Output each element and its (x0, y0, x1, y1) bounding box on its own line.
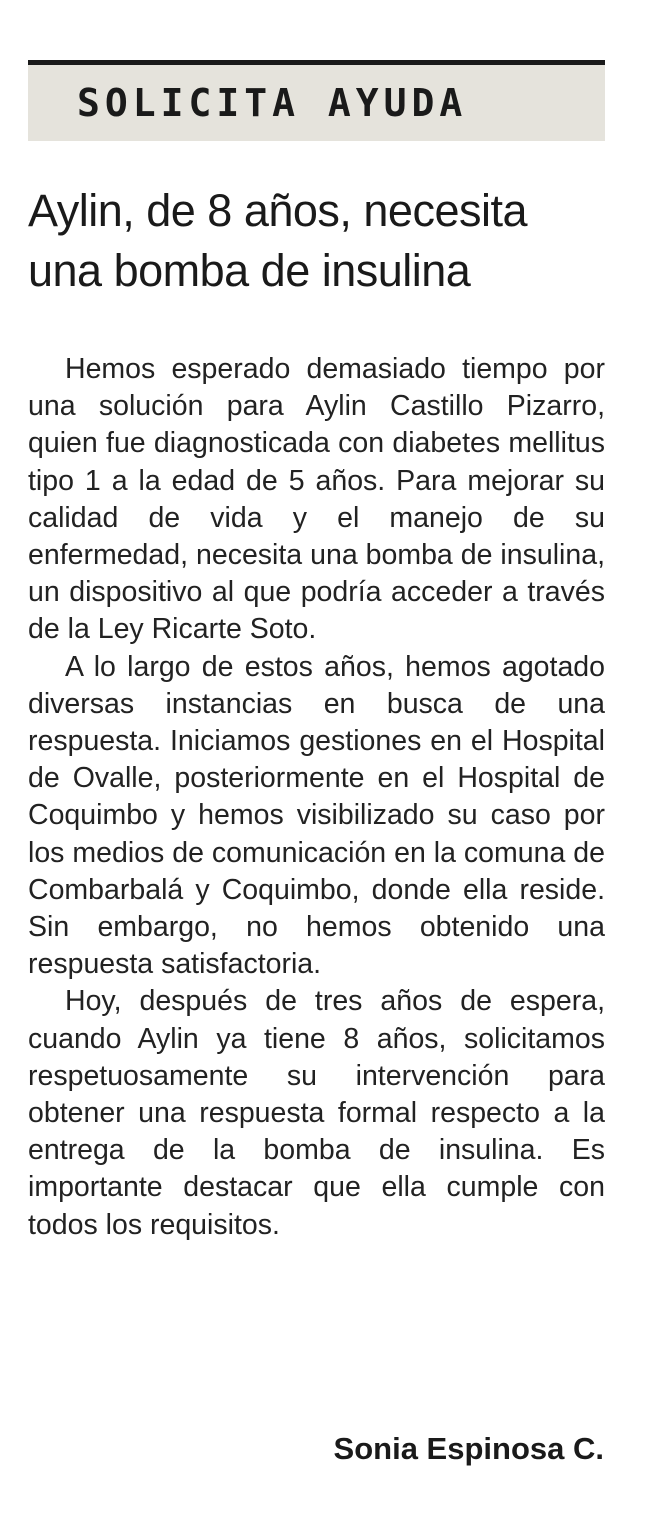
section-header-bar (28, 65, 605, 141)
signature: Sonia Espinosa C. (333, 1431, 604, 1466)
body-paragraph-1: Hemos esperado demasiado tiempo por una solución para Aylin Castillo Pizarro, quien fue diagnosticada con diabetes mellitus tipo 1 a la edad de 5 años. Para mejorar su calidad de vida y el manejo de su enfermedad, necesita una bomba de insulina, un dispositivo al que podría acceder a través de la Ley Ricarte Soto. (28, 353, 605, 646)
headline (28, 181, 605, 301)
letter-body (28, 351, 605, 1244)
headline-line-2: una bomba de insulina (28, 245, 471, 296)
letter-article (28, 60, 605, 1244)
headline-line-1: Aylin, de 8 años, necesita (28, 185, 528, 236)
body-paragraph-2: A lo largo de estos años, hemos agotado diversas instancias en busca de una respuesta. Iniciamos gestiones en el Hospital de Ovalle, posteriormente en el Hospital de Coquimbo y hemos visibilizado su caso por los medios de comunicación en la comuna de Combarbalá y Coquimbo, donde ella reside. Sin embargo, no hemos obtenido una respuesta satisfactoria. (28, 650, 605, 981)
body-paragraph-3: Hoy, después de tres años de espera, cuando Aylin ya tiene 8 años, solicitamos respetuosamente su intervención para obtener una respuesta formal respecto a la entrega de la bomba de insulina. Es importante destacar que ella cumple con todos los requisitos. (28, 985, 605, 1241)
section-label: SOLICITA AYUDA (77, 81, 468, 125)
